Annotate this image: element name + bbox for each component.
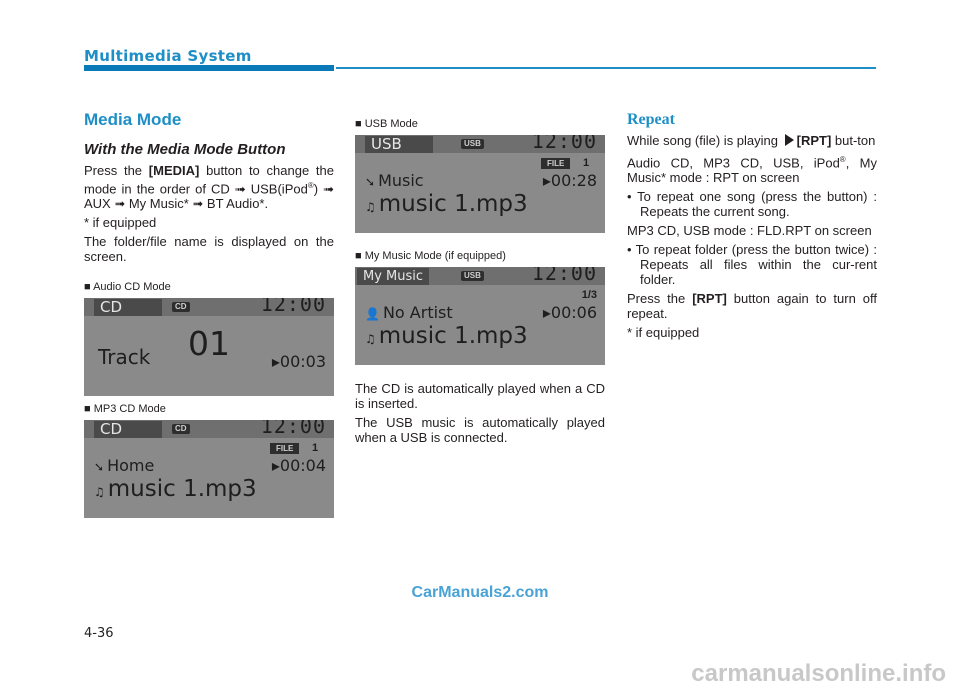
media-key-label: [MEDIA] <box>148 163 200 178</box>
folder-name: Music <box>378 171 424 190</box>
cd-source-icon: CD <box>172 302 190 312</box>
rpt-key-label: [RPT] <box>692 291 727 307</box>
cd-auto-play-paragraph: The CD is automatically played when a CD is inserted. <box>355 381 605 411</box>
folder-line <box>365 173 424 190</box>
song-name: music 1.mp3 <box>107 476 257 503</box>
usb-screen <box>355 135 605 233</box>
file-number: 1 <box>312 442 319 455</box>
folder-line <box>94 458 154 475</box>
column-1 <box>84 110 334 524</box>
repeat-modes-paragraph <box>627 152 877 185</box>
song-line <box>365 191 528 217</box>
folder-name-paragraph: The folder/file name is displayed on the screen. <box>84 234 334 265</box>
folder-icon: ➘ <box>365 175 376 189</box>
usb-auto-play-paragraph: The USB music is automatically played when a USB is connected. <box>355 415 605 445</box>
header-bar-dark <box>84 65 334 71</box>
file-badge: FILE <box>270 443 299 454</box>
text-run: but-ton <box>831 133 876 148</box>
track-label: Track <box>98 345 151 370</box>
folder-name: Home <box>107 456 155 476</box>
artist-name: No Artist <box>382 303 453 322</box>
equipped-note: * if equipped <box>84 215 157 231</box>
clock: 12:00 <box>260 298 326 317</box>
song-name: music 1.mp3 <box>378 191 528 217</box>
play-triangle-icon <box>785 134 794 146</box>
music-note-icon: ♫ <box>94 485 105 500</box>
my-music-screen <box>355 267 605 365</box>
page-number: 4-36 <box>84 626 114 641</box>
folder-icon: ➘ <box>94 460 105 475</box>
caption-usb: ■ USB Mode <box>355 118 418 130</box>
track-number: 01 <box>188 324 230 364</box>
media-mode-title: Media Mode <box>84 110 182 129</box>
audio-cd-screen <box>84 298 334 396</box>
play-time: ▸00:28 <box>542 171 597 190</box>
repeat-folder-bullet: • To repeat folder (press the button twice) : Repeats all files within the cur-rent folder. <box>627 242 877 288</box>
folder-repeat-modes: MP3 CD, USB mode : FLD.RPT on screen <box>627 223 872 239</box>
media-button-paragraph <box>84 163 334 211</box>
column-3 <box>627 110 877 344</box>
registered-mark: ® <box>307 181 314 190</box>
song-line <box>94 476 257 503</box>
song-name: music 1.mp3 <box>378 323 528 349</box>
mp3-cd-screen <box>84 420 334 518</box>
file-number: 1 <box>583 157 590 169</box>
text-run: , My Music* mode : RPT on screen <box>627 155 877 186</box>
repeat-intro <box>627 133 877 148</box>
clock: 12:00 <box>531 267 597 285</box>
rpt-key-label: [RPT] <box>796 133 832 148</box>
play-time: ▸00:06 <box>542 303 597 322</box>
cd-source-icon: CD <box>172 424 190 434</box>
mode-label: CD <box>94 421 162 438</box>
text-run: button to change the mode in the order of CD ➟ USB(iPod <box>84 163 334 197</box>
music-note-icon: ♫ <box>365 200 376 214</box>
text-run: Press the <box>84 163 149 178</box>
mode-label: My Music <box>357 268 429 285</box>
artist-line <box>365 305 453 322</box>
mode-label: CD <box>94 299 162 316</box>
usb-source-icon: USB <box>461 139 484 149</box>
watermark-text: carmanualsonline.info <box>691 660 946 687</box>
media-button-subtitle: With the Media Mode Button <box>84 141 286 158</box>
file-badge: FILE <box>541 158 570 169</box>
clock: 12:00 <box>260 420 326 439</box>
music-note-icon: ♫ <box>365 332 376 346</box>
text-run: button again to turn off repeat. <box>627 291 877 322</box>
mode-label: USB <box>365 136 433 153</box>
play-time: ▸00:04 <box>271 456 326 476</box>
clock: 12:00 <box>531 135 597 153</box>
section-header-title: Multimedia System <box>84 47 252 65</box>
person-icon: 👤 <box>365 307 380 321</box>
text-run: Press the <box>627 291 693 307</box>
play-time: ▸00:03 <box>271 352 326 372</box>
caption-my-music: ■ My Music Mode (if equipped) <box>355 250 506 262</box>
header-bar-light <box>336 67 876 69</box>
repeat-off-paragraph <box>627 291 877 321</box>
text-run: ) ➟ AUX ➟ My Music* ➟ BT Audio*. <box>84 181 334 212</box>
track-counter: 1/3 <box>581 289 597 301</box>
usb-source-icon: USB <box>461 271 484 281</box>
song-line <box>365 323 528 349</box>
text-run: While song (file) is playing <box>627 133 782 148</box>
caption-audio-cd: ■ Audio CD Mode <box>84 281 171 294</box>
equipped-note: * if equipped <box>627 325 700 341</box>
repeat-song-bullet: • To repeat one song (press the button) : Repeats the current song. <box>627 189 877 220</box>
registered-mark: ® <box>839 155 846 164</box>
text-run: Audio CD, MP3 CD, USB, iPod <box>627 155 840 171</box>
repeat-title: Repeat <box>627 111 675 128</box>
column-2 <box>355 117 605 449</box>
caption-mp3-cd: ■ MP3 CD Mode <box>84 403 166 416</box>
watermark-link[interactable]: CarManuals2.com <box>411 584 549 601</box>
